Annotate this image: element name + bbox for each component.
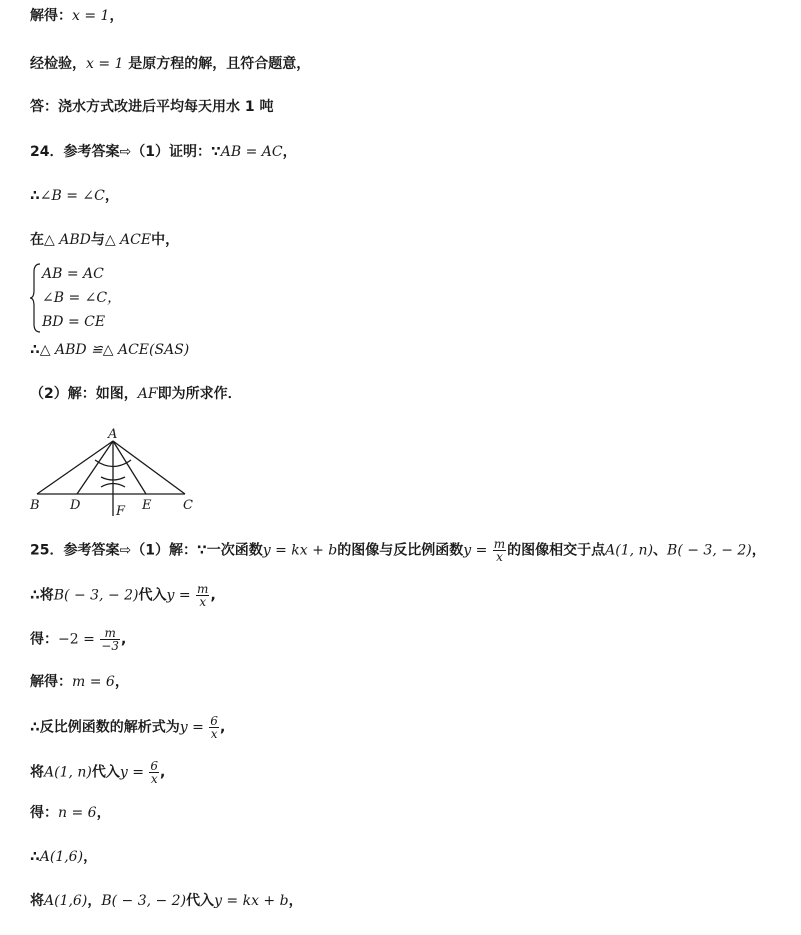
text: 的图像与反比例函数 xyxy=(337,542,464,559)
math-expr: △ ABD xyxy=(44,232,91,248)
math-expr: △ ACE xyxy=(104,232,152,248)
text: 将 xyxy=(30,764,44,781)
because-symbol: ∵ xyxy=(210,144,221,160)
point-label-d: D xyxy=(70,498,81,513)
text: 将 xyxy=(30,893,44,909)
line-substitute-both xyxy=(30,891,303,911)
answer-text: 答：浇水方式改进后平均每天用水 1 吨 xyxy=(30,99,274,115)
math-expr: B( − 3, − 2) xyxy=(667,542,752,559)
therefore-symbol: ∴ xyxy=(30,188,40,204)
punct: ， xyxy=(96,805,111,821)
line-angles-equal xyxy=(30,186,119,206)
math-expr: A(1, n) xyxy=(44,764,92,781)
fraction xyxy=(149,760,159,785)
label: 经检验， xyxy=(30,56,86,72)
math-expr: x = 1 xyxy=(86,56,124,72)
text: 代入 xyxy=(138,587,167,604)
point-label-f: F xyxy=(116,504,126,519)
math-expr: ∠B = ∠C xyxy=(39,188,105,204)
denominator: −3 xyxy=(101,639,119,653)
text: 反比例函数的解析式为 xyxy=(39,719,180,736)
math-expr: y = xyxy=(463,542,492,559)
math-expr: A(1,6) xyxy=(44,893,88,909)
text: 得： xyxy=(30,805,58,821)
punct: ， xyxy=(114,674,129,690)
text: 解得： xyxy=(30,674,72,690)
math-expr: y = kx + b xyxy=(262,542,338,559)
text: 在 xyxy=(30,232,44,248)
line-get-n xyxy=(30,803,111,823)
math-expr: y = xyxy=(119,764,149,781)
arrow-icon: ⇨ xyxy=(119,542,132,559)
question-number: 25．参考答案 xyxy=(30,542,120,559)
numerator: m xyxy=(493,537,506,551)
line-solve-x xyxy=(30,6,123,26)
line-substitute-a xyxy=(30,760,165,785)
punct: ， xyxy=(751,542,766,559)
line-solve-m xyxy=(30,672,129,692)
part-label: （1）解： xyxy=(131,542,197,559)
point-label-a: A xyxy=(108,427,118,442)
fraction xyxy=(196,583,209,608)
line-triangles xyxy=(30,230,179,250)
text: 得： xyxy=(30,631,58,648)
text: 与 xyxy=(90,232,105,248)
math-expr: A(1,6) xyxy=(39,849,84,865)
denominator: x xyxy=(199,595,207,609)
math-expr: AF xyxy=(137,386,158,402)
numerator: m xyxy=(100,627,120,640)
punct: , xyxy=(219,719,226,736)
question-number: 24．参考答案 xyxy=(30,144,120,160)
fraction xyxy=(493,538,506,563)
math-expr: B( − 3, − 2) xyxy=(53,587,139,604)
line-answer xyxy=(30,97,274,117)
point-label-b: B xyxy=(30,498,40,513)
fraction xyxy=(209,715,219,740)
math-expr: △ ABD ≌△ ACE(SAS) xyxy=(39,342,190,358)
text: 代入 xyxy=(91,764,120,781)
text: 中， xyxy=(151,232,180,248)
text: 代入 xyxy=(186,893,215,909)
math-expr: x = 1 xyxy=(72,8,110,24)
denominator: x xyxy=(210,727,218,741)
line-part2 xyxy=(30,384,242,404)
denominator: x xyxy=(150,772,158,786)
denominator: x xyxy=(496,550,503,564)
therefore-symbol: ∴ xyxy=(30,719,40,736)
fraction xyxy=(100,627,120,652)
question-24-header xyxy=(30,142,297,162)
left-brace-icon xyxy=(30,262,42,334)
math-expr: AB = AC xyxy=(220,144,283,160)
punct: ， xyxy=(104,188,119,204)
line-get-m-eq xyxy=(30,627,126,652)
system-row: AB = AC xyxy=(42,266,104,282)
part-label: （1）证明： xyxy=(131,144,211,160)
text: 的图像相交于点 xyxy=(507,542,606,559)
text: 、 xyxy=(653,542,668,559)
text: 将 xyxy=(39,587,54,604)
line-substitute-b xyxy=(30,583,216,608)
punct: , xyxy=(160,764,166,781)
math-expr: m = 6 xyxy=(72,674,115,690)
punct: ， xyxy=(83,849,98,865)
text: 是原方程的解，且符合题意， xyxy=(123,56,311,72)
text: （2）解：如图， xyxy=(30,386,138,402)
math-expr: y = xyxy=(179,719,209,736)
therefore-symbol: ∴ xyxy=(30,849,40,865)
punct: ， xyxy=(282,144,297,160)
numerator: 6 xyxy=(150,759,159,773)
numerator: m xyxy=(197,582,209,596)
therefore-symbol: ∴ xyxy=(30,587,40,604)
point-label-c: C xyxy=(183,498,193,513)
punct: , xyxy=(120,631,127,648)
label: 解得： xyxy=(30,8,72,24)
punct: , xyxy=(210,587,216,604)
text: 一次函数 xyxy=(206,542,263,559)
math-expr: n = 6 xyxy=(58,805,97,821)
point-label-e: E xyxy=(142,498,152,513)
text: 即为所求作． xyxy=(157,386,242,402)
line-verify xyxy=(30,54,310,74)
math-expr: y = kx + b xyxy=(214,893,289,909)
punct: ， xyxy=(288,893,303,909)
therefore-symbol: ∴ xyxy=(30,342,40,358)
system-row: ∠B = ∠C， xyxy=(42,290,122,306)
line-point-a xyxy=(30,847,97,867)
line-inverse-function xyxy=(30,715,225,740)
because-symbol: ∵ xyxy=(196,542,207,559)
arrow-icon: ⇨ xyxy=(119,144,132,160)
triangle-diagram xyxy=(25,425,205,520)
question-25-header xyxy=(30,538,766,563)
math-expr: y = xyxy=(166,587,196,604)
numerator: 6 xyxy=(210,714,218,728)
punct: ， xyxy=(109,8,124,24)
math-expr: −2 = xyxy=(58,631,100,648)
math-expr: A(1, n) xyxy=(605,542,654,559)
line-congruent xyxy=(30,340,189,360)
text: ， xyxy=(87,893,102,909)
system-row: BD = CE xyxy=(42,314,106,330)
math-expr: B( − 3, − 2) xyxy=(101,893,187,909)
